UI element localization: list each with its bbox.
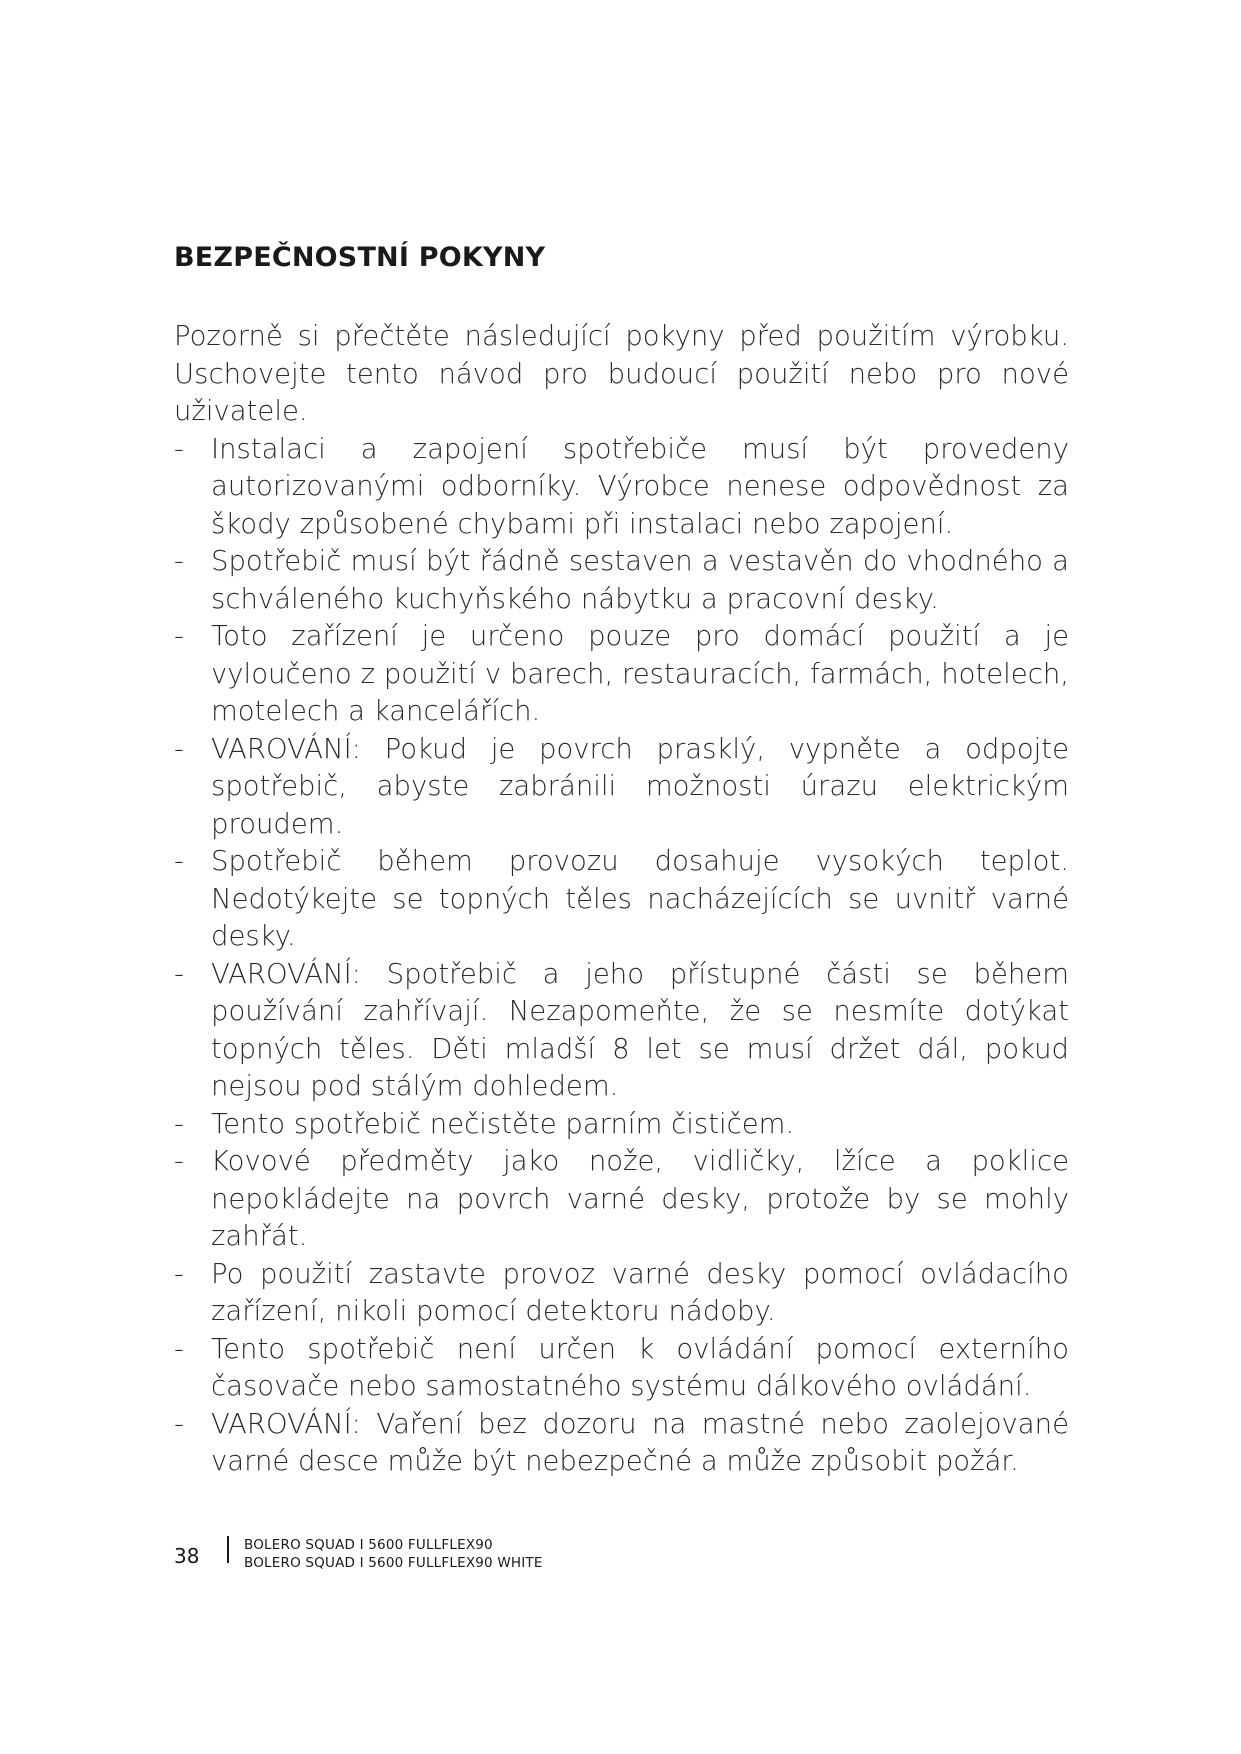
bullet-marker: - — [174, 1107, 184, 1140]
list-item — [174, 1331, 1069, 1406]
list-item-text: Spotřebič během provozu dosahuje vysokých teplot. Nedotýkejte se topných těles nacházejících se uvnitř varné desky. — [211, 845, 1069, 952]
list-item-text: Tento spotřebič nečistěte parním čističem. — [211, 1107, 795, 1140]
list-item — [174, 731, 1069, 844]
bullet-marker: - — [174, 545, 184, 577]
list-item-text: VAROVÁNÍ: Spotřebič a jeho přístupné části se během používání zahřívají. Nezapomeňte, že se nesmíte dotýkat topných těles. Děti mladší 8 let se musí držet dál, pokud nejsou pod stálým dohledem. — [211, 957, 1069, 1102]
list-item — [174, 1256, 1069, 1331]
list-item — [174, 1106, 1069, 1144]
list-item-text: VAROVÁNÍ: Vaření bez dozoru na mastné nebo zaolejované varné desce může být nebezpečné a může způsobit požár. — [211, 1407, 1069, 1477]
bullet-marker: - — [174, 1145, 184, 1177]
bullet-marker: - — [174, 1407, 184, 1440]
bullet-marker: - — [174, 1257, 184, 1290]
list-item-text: Tento spotřebič není určen k ovládání pomocí externího časovače nebo samostatného systému dálkového ovládání. — [211, 1332, 1069, 1402]
list-item — [174, 956, 1069, 1106]
list-item — [174, 618, 1069, 731]
list-item — [174, 843, 1069, 956]
section-heading: BEZPEČNOSTNÍ POKYNY — [174, 242, 546, 273]
bullet-marker: - — [174, 1332, 184, 1365]
list-item — [174, 1143, 1069, 1256]
list-item — [174, 431, 1069, 544]
list-item-text: Instalaci a zapojení spotřebiče musí být provedeny autorizovanými odborníky. Výrobce nenese odpovědnost za škody způsobené chybami při instalaci nebo zapojení. — [211, 432, 1069, 540]
page-number: 38 — [174, 1544, 200, 1568]
list-item-text: Po použití zastavte provoz varné desky pomocí ovládacího zařízení, nikoli pomocí detektoru nádoby. — [211, 1257, 1069, 1327]
model-name-line: BOLERO SQUAD I 5600 FULLFLEX90 WHITE — [244, 1555, 543, 1571]
bullet-marker: - — [174, 620, 184, 652]
list-item — [174, 543, 1069, 618]
list-item-text: Spotřebič musí být řádně sestaven a vestavěn do vhodného a schváleného kuchyňského nábytku a pracovní desky. — [211, 545, 1069, 615]
safety-list — [174, 431, 1069, 1481]
bullet-marker: - — [174, 957, 184, 990]
list-item — [174, 1406, 1069, 1481]
list-item-text: Toto zařízení je určeno pouze pro domácí použití a je vyloučeno z použití v barech, restauracích, farmách, hotelech, motelech a kancelářích. — [211, 620, 1069, 727]
bullet-marker: - — [174, 845, 184, 877]
model-names — [244, 1536, 543, 1572]
safety-content — [174, 318, 1069, 1481]
intro-paragraph: Pozorně si přečtěte následující pokyny před použitím výrobku. Uschovejte tento návod pro budoucí použití nebo pro nové uživatele. — [174, 320, 1069, 427]
list-item-text: Kovové předměty jako nože, vidličky, lžíce a poklice nepokládejte na povrch varné desky, protože by se mohly zahřát. — [211, 1145, 1069, 1252]
bullet-marker: - — [174, 732, 184, 765]
model-name-line: BOLERO SQUAD I 5600 FULLFLEX90 — [244, 1537, 493, 1553]
footer-divider — [227, 1536, 229, 1563]
list-item-text: VAROVÁNÍ: Pokud je povrch prasklý, vypněte a odpojte spotřebič, abyste zabránili možnosti úrazu elektrickým proudem. — [211, 732, 1069, 840]
bullet-marker: - — [174, 432, 184, 465]
